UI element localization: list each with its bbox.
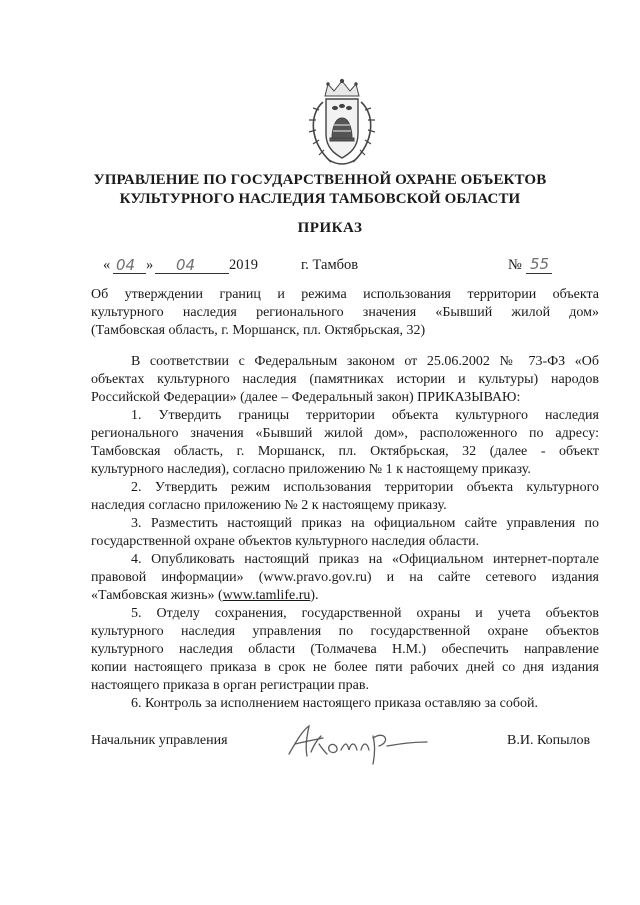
body-line: В соответствии с Федеральным законом от 25.06.2002 № 73-ФЗ «Об — [131, 354, 599, 369]
date-day-underline — [113, 273, 146, 274]
body-line: государственной охране объектов культурного наследия области. — [91, 534, 480, 549]
body-line: культурного наследия), согласно приложению № 1 к настоящему приказу. — [91, 462, 531, 477]
date-month-underline — [155, 273, 229, 274]
date-month: 04 — [176, 256, 196, 274]
body-line: 5. Отделу сохранения, государственной охраны и учета объектов — [131, 606, 599, 621]
date-year: 2019 — [229, 257, 258, 273]
body-line: 2. Утвердить режим использования территории объекта культурного — [131, 480, 599, 495]
body-line — [91, 587, 599, 605]
body-line-text: «Тамбовская жизнь» ( — [91, 588, 223, 603]
body-line: 4. Опубликовать настоящий приказ на «Официальном интернет-портале — [131, 552, 599, 567]
body-line: культурного наследия области (Толмачева Н.М.) обеспечить направление — [91, 642, 599, 657]
city: г. Тамбов — [301, 257, 359, 273]
tamlife-link[interactable]: www.tamlife.ru — [222, 588, 311, 603]
number-label: № — [508, 257, 522, 273]
body-line: настоящего приказа в орган регистрации прав. — [91, 678, 369, 693]
subject-line: Об утверждении границ и режима использования территории объекта — [91, 287, 599, 302]
organization-name — [0, 171, 640, 209]
date-city-number-line — [0, 257, 640, 279]
body-line: правовой информации» (www.pravo.gov.ru) и на сайте сетевого издания — [91, 570, 599, 585]
subject-line: культурного наследия регионального значения «Бывший жилой дом» — [91, 305, 599, 320]
body-line: Российской Федерации» (далее – Федеральный закон) ПРИКАЗЫВАЮ: — [91, 390, 521, 405]
order-body — [91, 353, 599, 713]
body-line: наследия согласно приложению № 2 к настоящему приказу. — [91, 498, 447, 513]
body-line: 6. Контроль за исполнением настоящего приказа оставляю за собой. — [131, 696, 539, 711]
subject-line: (Тамбовская область, г. Моршанск, пл. Октябрьская, 32) — [91, 323, 426, 338]
date-day: 04 — [116, 256, 136, 274]
body-line: объектах культурного наследия (памятниках истории и культуры) народов — [91, 372, 599, 387]
body-line: Тамбовская область, г. Моршанск, пл. Октябрьская, 32 (далее - объект — [91, 444, 599, 459]
signatory-name: В.И. Копылов — [507, 733, 591, 748]
body-line: культурного наследия управления по государственной охране объектов — [91, 624, 599, 639]
body-line: регионального значения «Бывший жилой дом», расположенного по адресу: — [91, 426, 599, 441]
body-line-text: ). — [310, 588, 319, 603]
order-subject — [91, 286, 599, 340]
coat-of-arms-emblem — [301, 78, 383, 170]
body-line: 3. Разместить настоящий приказ на официальном сайте управления по — [131, 516, 599, 531]
date-quote-open: « — [103, 257, 111, 273]
handwritten-signature — [283, 720, 433, 770]
body-line: 1. Утвердить границы территории объекта культурного наследия — [131, 408, 599, 423]
order-number: 55 — [530, 255, 550, 273]
date-quote-close: » — [146, 257, 154, 273]
signatory-position: Начальник управления — [91, 733, 228, 748]
organization-name-line-2: КУЛЬТУРНОГО НАСЛЕДИЯ ТАМБОВСКОЙ ОБЛАСТИ — [119, 191, 521, 207]
document-type-title: ПРИКАЗ — [297, 220, 363, 236]
order-number-underline — [526, 273, 552, 274]
body-line: копии настоящего приказа в срок не более пяти рабочих дней со дня издания — [91, 660, 599, 675]
organization-name-line-1: УПРАВЛЕНИЕ ПО ГОСУДАРСТВЕННОЙ ОХРАНЕ ОБЪЕКТОВ — [93, 172, 547, 188]
